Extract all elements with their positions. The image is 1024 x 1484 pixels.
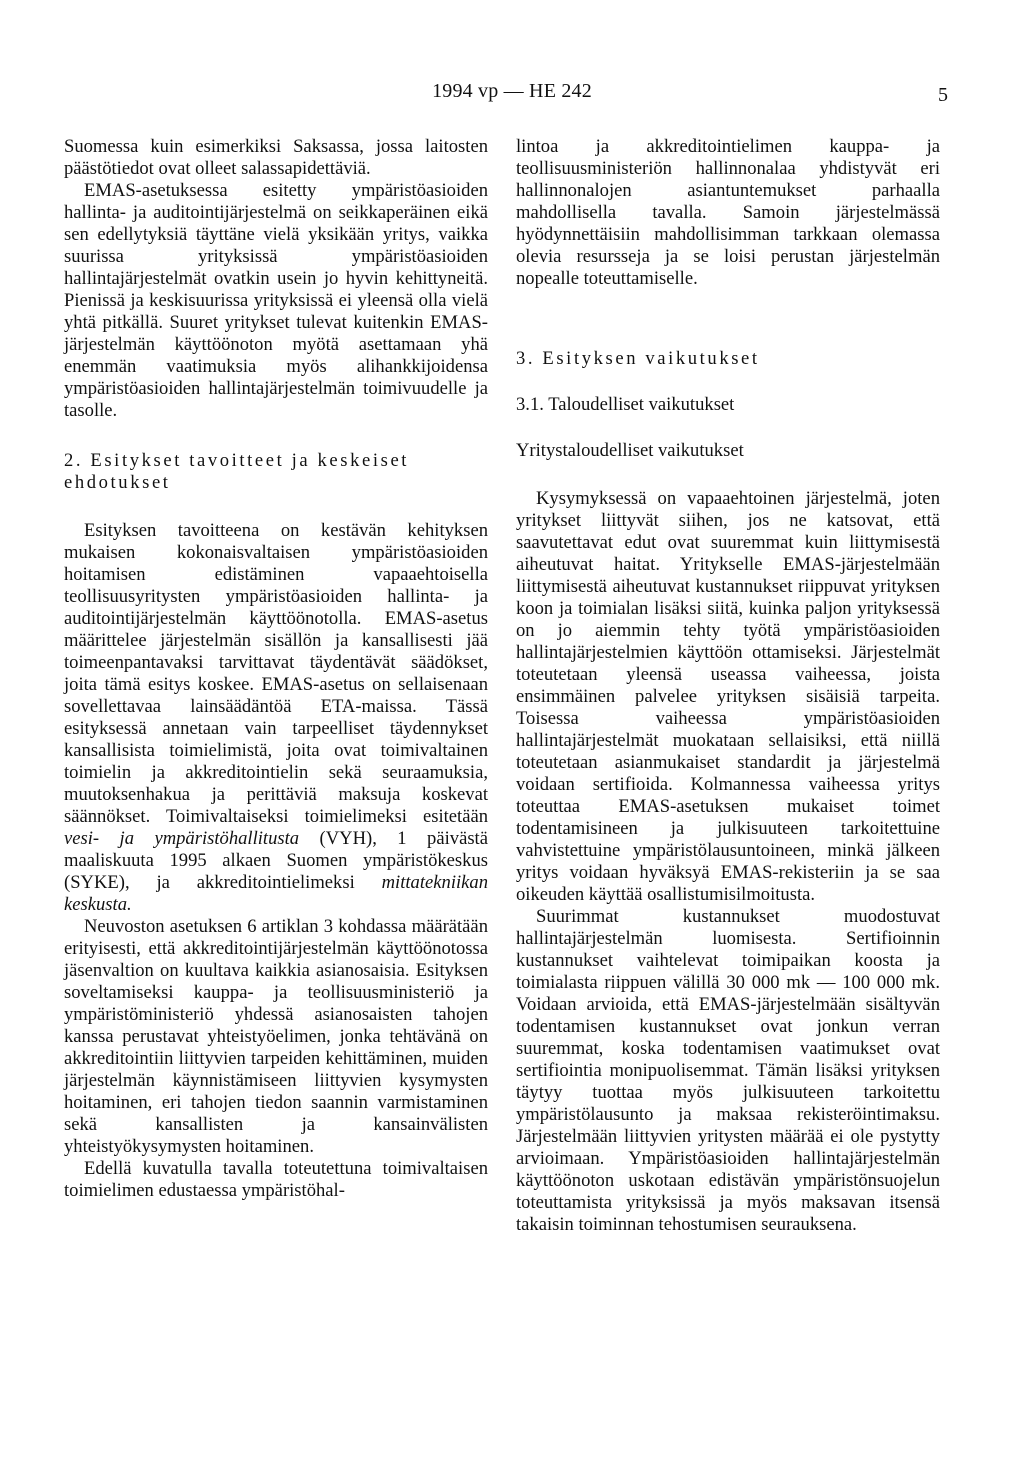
section-heading-3-1: 3.1. Taloudelliset vaikutukset (516, 394, 735, 415)
right-column (516, 136, 940, 1236)
paragraph: Kysymyksessä on vapaaehtoinen järjestelmä, joten yritykset liittyvät siihen, jos ne katsovat, että saavutettavat edut ovat suuremmat kuin liittymisestä aiheutuvat haitat. Yritykselle EMAS-järjestelmään liittymisestä aiheutuvat kustannukset riippuvat yrityksen koon ja toimialan lisäksi siitä, kuinka paljon yrityksessä on jo aiemmin tehty työtä ympäristöasioiden hallintajärjestelmien käyttöön ottamiseksi. Järjestelmät toteutetaan yleensä useassa vaiheessa, joista ensimmäinen palvelee yrityksen sisäisiä tarpeita. Toisessa vaiheessa ympäristöasioiden hallintajärjestelmät muokataan sellaisiksi, että niillä toteutetaan asianmukaiset standardit ja järjestelmä voidaan sertifioida. Kolmannessa vaiheessa yritys toteuttaa EMAS-asetuksen mukaiset toimet todentamisineen ja julkisuuteen tarkoitettuine vahvistettuine ympäristölausuntoineen, minkä jälkeen yritys voidaan hyväksyä EMAS-rekisteriin ja se saa oikeuden käyttää osallistumisilmoitusta. (516, 488, 940, 905)
page-number: 5 (938, 84, 948, 106)
italic-term: mittatekniikan keskusta. (64, 872, 488, 915)
document-reference: 1994 vp — HE 242 (432, 80, 592, 102)
italic-term: vesi- ja ympäristöhallitusta (64, 828, 300, 849)
paragraph: Neuvoston asetuksen 6 artiklan 3 kohdassa määrätään erityisesti, että akkreditointijärjestelmän käyttöönotossa jäsenvaltion on kuultava kaikkia asianosaisia. Esityksen soveltamiseksi kauppa- ja teollisuusministeriö ja ympäristöministeriö yhdessä asianosaisten tahojen kanssa perustavat yhteistyöelimen, jonka tehtävänä on akkreditointiin liittyvien tarpeiden kehittäminen, muiden järjestelmän käynnistämiseen liittyvien kysymysten hoitaminen, eri tahojen tiedon saannin varmistaminen sekä kansallisten ja kansainvälisten yhteistyökysymysten hoitaminen. (64, 916, 488, 1157)
paragraph: EMAS-asetuksessa esitetty ympäristöasioiden hallinta- ja auditointijärjestelmä on seikkaperäinen eikä sen edellytyksiä täyttäne vielä yksikään yritys, vaikka suurissa yrityksissä ympäristöasioiden hallintajärjestelmät ovatkin usein jo hyvin kehittyneitä. Pienissä ja keskisuurissa yrityksissä ei yleensä olla vielä yhtä pitkällä. Suuret yritykset tulevat kuitenkin EMAS-järjestelmän käyttöönoton myötä asettamaan yhä enemmän vaatimuksia myös alihankkijoidensa ympäristöasioiden hallintajärjestelmän toimivuudelle ja tasolle. (64, 180, 488, 421)
section-heading-3: 3. Esityksen vaikutukset (516, 348, 760, 369)
paragraph: lintoa ja akkreditointielimen kauppa- ja teollisuusministeriön hallinnonalaa yhdistyvät eri hallinnonalojen asiantuntemukset parhaalla mahdollisella tavalla. Samoin järjestelmässä hyödynnettäisiin mahdollisimman tarkkaan olemassa olevia resursseja ja se loisi perustan järjestelmän nopealle toteuttamiselle. (516, 136, 940, 289)
paragraph: Suomessa kuin esimerkiksi Saksassa, jossa laitosten päästötiedot ovat olleet salassapidettäviä. (64, 136, 488, 179)
paragraph: Suurimmat kustannukset muodostuvat hallintajärjestelmän luomisesta. Sertifioinnin kustannukset vaihtelevat toimipaikan koosta ja toimialasta riippuen välillä 30 000 mk — 100 000 mk. Voidaan arvioida, että EMAS-järjestelmään sisältyvän todentamisen kustannukset ovat jonkun verran suuremmat, koska todentamisen vaatimukset ovat sertifiointia monipuolisemmat. Tämän lisäksi yrityksen täytyy tuottaa myös julkisuuteen tarkoitettu ympäristölausunto ja maksaa rekisteröintimaksu. Järjestelmään liittyvien yritysten määrää ei ole pystytty arvioimaan. Ympäristöasioiden hallintajärjestelmän käyttöönoton uskotaan edistävän ympäristönsuojelun toteuttamista yrityksissä ja myös maksavan itsensä takaisin toiminnan tehostumisen seurauksena. (516, 906, 940, 1235)
left-column (64, 136, 488, 1202)
section-heading-2: 2. Esitykset tavoitteet ja keskeiset ehdotukset (64, 450, 410, 493)
paragraph: Edellä kuvatulla tavalla toteutettuna toimivaltaisen toimielimen edustaessa ympäristöhal- (64, 1158, 488, 1201)
subsection-heading: Yritystaloudelliset vaikutukset (516, 440, 744, 461)
paragraph (64, 520, 488, 916)
page-header (0, 80, 1024, 110)
paragraph-text: Esityksen tavoitteena on kestävän kehityksen mukaisen kokonaisvaltaisen ympäristöasioiden hoitamisen edistäminen vapaaehtoisella teollisuusyritysten ympäristöasioiden hallinta- ja auditointijärjestelmän käyttöönotolla. EMAS-asetus määrittelee järjestelmän sisällön ja kansallisesti jää toimeenpantavaksi tarvittavat täydentävät säädökset, joita tämä esitys koskee. EMAS-asetus on sellaisenaan sovellettavaa lainsäädäntöä ETA-maissa. Tässä esityksessä annetaan vain tarpeelliset täydennykset kansallisista toimielimistä, joita ovat toimivaltainen toimielin ja akkreditointielin sekä seuraamuksia, muutoksenhakua ja perittäviä maksuja koskevat säännökset. Toimivaltaiseksi toimielimeksi esitetään (64, 520, 488, 827)
paragraph-text: (VYH), 1 päivästä maaliskuuta 1995 alkaen Suomen ympäristökeskus (SYKE), ja akkreditointielimeksi (64, 828, 488, 893)
